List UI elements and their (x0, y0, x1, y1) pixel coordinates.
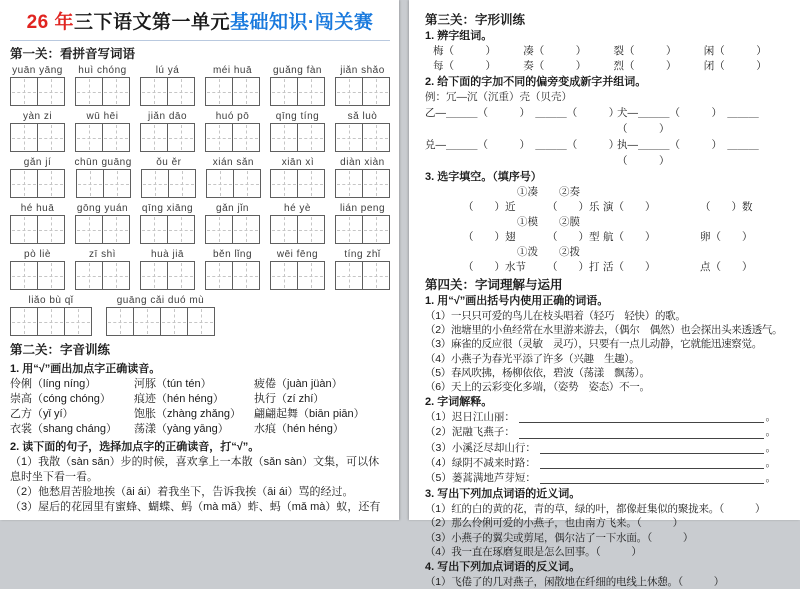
hanzi-cells (335, 77, 390, 106)
hanzi-cells (335, 169, 390, 198)
word-choice-sentences (425, 309, 794, 394)
pronunciation-sentence: （3）屋后的花园里有蜜蜂、蝴蝶、蚂（mà mǎ）蚱、蚂（mǎ mà）蚁，还有 (10, 501, 381, 513)
hanzi-writing-cell (206, 169, 234, 198)
hanzi-writing-cell (106, 307, 134, 336)
hanzi-writing-cell (167, 261, 195, 290)
pinyin-label: diàn xiàn (340, 157, 385, 168)
pinyin-label: běn lǐng (212, 249, 253, 260)
hanzi-writing-cell (64, 307, 92, 336)
hanzi-writing-cell (37, 123, 65, 152)
choice-blank: （ ）近 (463, 201, 516, 213)
character-pair-blank: 梅（ ） (433, 45, 496, 57)
antonym-sentence: （1）飞倦了的几对燕子，闲散地在纤细的电线上休憩。（ ） (425, 576, 725, 589)
character-pair-blank: 奏（ ） (523, 60, 587, 72)
pinyin-word-group (270, 64, 325, 106)
choice-blanks (425, 200, 794, 215)
pinyin-grid (10, 64, 390, 336)
clue-label: （4）绿阴不减来时路： (425, 456, 536, 469)
pinyin-word-group (10, 202, 65, 244)
pinyin-word-group (75, 248, 130, 290)
hanzi-cells (205, 261, 260, 290)
period: 。 (765, 426, 776, 439)
character-pair-blank: 闲（ ） (703, 45, 767, 57)
word-choice-sentence: （4）小燕子为春光平添了许多（兴趣 生趣）。 (425, 352, 640, 365)
hanzi-writing-cell (103, 169, 131, 198)
pinyin-word-group (141, 156, 196, 198)
pinyin-label: huó pō (215, 111, 250, 122)
hanzi-writing-cell (297, 261, 325, 290)
hanzi-cells (335, 123, 390, 152)
hanzi-writing-cell (232, 77, 260, 106)
pinyin-grid-row (10, 294, 390, 336)
hanzi-writing-cell (205, 77, 233, 106)
synonym-sentence: （2）那么伶俐可爱的小燕子，也由南方飞来。（ ） (425, 517, 683, 530)
pronunciation-word: 荡漾（yàng yāng） (134, 423, 229, 435)
pinyin-word-group (270, 248, 325, 290)
pinyin-word-group (10, 248, 65, 290)
pinyin-word-group (270, 156, 325, 198)
pinyin-word-group (75, 110, 130, 152)
title-segment-main: 三下语文第一单元 (74, 12, 231, 33)
answer-blank-line (540, 442, 764, 454)
hanzi-cells (270, 261, 325, 290)
period: 。 (765, 472, 776, 485)
choice-blank: （ ）型 (547, 231, 600, 243)
hanzi-writing-cell (335, 123, 363, 152)
hanzi-cells (140, 77, 195, 106)
choice-blank: （ ）数 (700, 201, 753, 213)
radical-exercise-line: 执—＿＿＿（ ） ＿＿＿（ ） (617, 139, 759, 167)
section-2-question-2: 2. 读下面的句子，选择加点字的正确读音，打“√”。 (10, 441, 260, 453)
hanzi-cells (205, 215, 260, 244)
hanzi-cells (140, 261, 195, 290)
pinyin-word-group (10, 156, 65, 198)
pinyin-label: sǎ luò (347, 111, 378, 122)
hanzi-cells (140, 123, 195, 152)
hanzi-writing-cell (232, 261, 260, 290)
pinyin-label: wū hēi (86, 111, 119, 122)
title-segment-sub: 基础知识·闯关赛 (230, 12, 374, 33)
hanzi-writing-cell (140, 261, 168, 290)
pinyin-label: liǎo bù qǐ (28, 295, 74, 306)
pinyin-word-group (140, 110, 195, 152)
character-pair-grid (425, 44, 794, 74)
clue-label: （1）迟日江山丽： (425, 411, 515, 424)
pinyin-grid-row (10, 248, 390, 290)
pinyin-word-group (140, 202, 195, 244)
pronunciation-sentence: （2）他愁眉苦脸地挨（āi ái）着我坐下，告诉我挨（āi ái）骂的经过。 (10, 486, 354, 498)
character-pair-blank: 闭（ ） (703, 60, 767, 72)
pinyin-label: yàn zi (22, 111, 53, 122)
pinyin-label: huì chóng (78, 65, 127, 76)
section-4-question-3: 3. 写出下列加点词语的近义词。 (425, 488, 581, 501)
synonym-sentence: （3）小燕子的翼尖或剪尾，偶尔沾了一下水面。（ ） (425, 531, 694, 544)
hanzi-writing-cell (10, 123, 38, 152)
worksheet-page-left (0, 0, 399, 520)
hanzi-writing-cell (270, 77, 298, 106)
hanzi-cells (106, 307, 215, 336)
pinyin-word-group (10, 64, 65, 106)
hanzi-writing-cell (167, 215, 195, 244)
pronunciation-word: 饱胀（zhàng zhǎng） (134, 408, 241, 420)
pinyin-label: huà jiā (151, 249, 184, 260)
pinyin-label: gǎn jí (23, 157, 52, 168)
hanzi-writing-cell (10, 169, 38, 198)
choice-blank: 点（ ） (700, 261, 753, 273)
hanzi-writing-cell (233, 169, 261, 198)
hanzi-writing-cell (141, 169, 169, 198)
radical-exercise-grid (425, 105, 794, 169)
hanzi-writing-cell (168, 169, 196, 198)
pronunciation-word: 水痕（hén héng） (254, 423, 344, 435)
pinyin-label: wēi fēng (276, 249, 319, 260)
pronunciation-word: 疲倦（juàn jüàn） (254, 378, 343, 390)
hanzi-cells (270, 215, 325, 244)
answer-blank-line (519, 427, 764, 439)
hanzi-writing-cell (362, 215, 390, 244)
hanzi-writing-cell (75, 215, 103, 244)
word-choice-sentence: （5）春风吹拂，杨柳依依，碧波（荡漾 飘荡）。 (425, 366, 650, 379)
hanzi-writing-cell (205, 123, 233, 152)
pronunciation-word-list (10, 377, 390, 437)
hanzi-writing-cell (297, 123, 325, 152)
pronunciation-word: 痕迹（hén héng） (134, 393, 224, 405)
synonym-sentence: （1）红的白的黄的花，青的草，绿的叶，都像赶集似的聚拢来。（ ） (425, 503, 766, 516)
definition-blank-row (425, 410, 794, 425)
hanzi-writing-cell (187, 307, 215, 336)
hanzi-cells (141, 169, 196, 198)
antonym-sentences (425, 575, 794, 589)
pronunciation-word: 河豚（tún tén） (134, 378, 212, 390)
radical-example: 例：冗—沉（沉重）壳（贝壳） (425, 91, 572, 103)
answer-blank-line (540, 457, 764, 469)
hanzi-writing-cell (102, 123, 130, 152)
pinyin-label: yuān yāng (12, 65, 63, 76)
pinyin-label: qīng tíng (275, 111, 320, 122)
clue-label: （2）泥融飞燕子： (425, 426, 515, 439)
pinyin-label: méi huā (212, 65, 253, 76)
pronunciation-word: 翩翩起舞（biān piān） (254, 408, 365, 420)
hanzi-writing-cell (76, 169, 104, 198)
hanzi-cells (335, 261, 390, 290)
hanzi-writing-cell (335, 77, 363, 106)
hanzi-writing-cell (270, 215, 298, 244)
pinyin-word-group (75, 64, 130, 106)
pinyin-label: jiǎn shǎo (340, 65, 385, 76)
choice-group-3 (425, 245, 794, 275)
pinyin-word-group (10, 110, 65, 152)
section-4-heading: 第四关：字词理解与运用 (425, 278, 563, 292)
hanzi-writing-cell (297, 77, 325, 106)
pinyin-label: guǎng fàn (273, 65, 322, 76)
hanzi-writing-cell (167, 77, 195, 106)
pinyin-label: gōng yuán (76, 203, 129, 214)
hanzi-writing-cell (102, 215, 130, 244)
pronunciation-word: 伶俐（líng níng） (10, 378, 97, 390)
pinyin-word-group (75, 202, 130, 244)
hanzi-cells (270, 123, 325, 152)
choice-blank: （ ）翅 (463, 231, 516, 243)
choice-group-2 (425, 215, 794, 245)
choice-blank: 航（ ） (603, 231, 656, 243)
hanzi-writing-cell (335, 261, 363, 290)
hanzi-cells (140, 215, 195, 244)
hanzi-writing-cell (10, 215, 38, 244)
section-3-heading: 第三关：字形训练 (425, 13, 526, 27)
hanzi-writing-cell (335, 169, 363, 198)
word-choice-sentence: （1）一只只可爱的鸟儿在枝头唱着（轻巧 轻快）的歌。 (425, 310, 686, 322)
hanzi-writing-cell (37, 307, 65, 336)
choice-blank: （ ）水节 (463, 261, 526, 273)
hanzi-writing-cell (75, 123, 103, 152)
hanzi-writing-cell (140, 77, 168, 106)
choice-blanks (425, 230, 794, 245)
hanzi-writing-cell (362, 77, 390, 106)
hanzi-cells (10, 307, 92, 336)
pinyin-word-group (335, 64, 390, 106)
hanzi-writing-cell (10, 77, 38, 106)
pinyin-label: guāng cǎi duó mù (116, 295, 205, 306)
pinyin-word-group (335, 248, 390, 290)
choice-blanks (425, 260, 794, 275)
title-segment-year: 26 年 (26, 12, 75, 33)
hanzi-writing-cell (140, 215, 168, 244)
pinyin-label: zī shì (89, 249, 116, 260)
hanzi-cells (75, 261, 130, 290)
choice-blank: （ ）乐 (547, 201, 600, 213)
choice-options: ①泼 ②拨 (517, 246, 580, 258)
section-1-heading: 第一关：看拼音写词语 (10, 47, 136, 61)
worksheet-page-right (409, 0, 800, 589)
period: 。 (765, 441, 776, 454)
period: 。 (765, 456, 776, 469)
definition-blank-row (425, 471, 794, 486)
pinyin-label: tíng zhǐ (344, 249, 381, 260)
hanzi-writing-cell (37, 215, 65, 244)
hanzi-cells (10, 261, 65, 290)
hanzi-writing-cell (133, 307, 161, 336)
hanzi-writing-cell (205, 215, 233, 244)
document-title (10, 4, 390, 41)
hanzi-cells (205, 123, 260, 152)
answer-blank-line (519, 411, 764, 423)
pronunciation-sentences (10, 455, 390, 515)
pinyin-label: xiān xì (281, 157, 315, 168)
section-2-question-1: 1. 用“√”画出加点字正确读音。 (10, 363, 161, 375)
pinyin-label: pò liè (24, 249, 51, 260)
pinyin-word-group (205, 202, 260, 244)
character-pair-blank: 凑（ ） (523, 45, 587, 57)
pinyin-word-group (270, 110, 325, 152)
pinyin-label: lián peng (339, 203, 386, 214)
character-pair-blank: 烈（ ） (613, 60, 677, 72)
synonym-sentence: （4）我一直在琢磨复眼是怎么回事。（ ） (425, 545, 642, 558)
hanzi-writing-cell (335, 215, 363, 244)
hanzi-cells (10, 215, 65, 244)
section-3-question-3: 3. 选字填空。（填序号） (425, 171, 542, 183)
definition-blanks (425, 410, 794, 486)
section-3-question-1: 1. 辨字组词。 (425, 30, 493, 42)
pinyin-word-group (205, 110, 260, 152)
pinyin-label: chūn guāng (74, 157, 132, 168)
hanzi-cells (270, 77, 325, 106)
pronunciation-word: 乙方（yǐ yí） (10, 408, 74, 420)
pinyin-grid-row (10, 202, 390, 244)
hanzi-writing-cell (362, 123, 390, 152)
pinyin-word-group (206, 156, 261, 198)
pinyin-grid-row (10, 64, 390, 106)
pinyin-word-group (205, 64, 260, 106)
pinyin-word-group (335, 110, 390, 152)
hanzi-cells (76, 169, 131, 198)
word-choice-sentence: （2）池塘里的小鱼经常在水里游来游去，（偶尔 偶然）也会探出头来透透气。 (425, 324, 783, 337)
pinyin-word-group (335, 156, 390, 198)
hanzi-cells (206, 169, 261, 198)
section-2-heading: 第二关：字音训练 (10, 343, 111, 357)
definition-blank-row (425, 456, 794, 471)
radical-exercise-line: 乙—＿＿＿（ ） ＿＿＿（ ） (425, 107, 620, 119)
pinyin-label: hé huā (20, 203, 55, 214)
choice-blank: 演（ ） (603, 201, 656, 213)
definition-blank-row (425, 441, 794, 456)
pinyin-word-group (270, 202, 325, 244)
pronunciation-word: 执行（zí zhí） (254, 393, 325, 405)
pronunciation-sentence: （1）我散（sàn sǎn）步的时候，喜欢拿上一本散（sǎn sàn）文集，可以休息时坐下看一看。 (10, 456, 380, 483)
hanzi-writing-cell (167, 123, 195, 152)
hanzi-writing-cell (297, 215, 325, 244)
hanzi-cells (10, 77, 65, 106)
pinyin-label: qīng xiāng (141, 203, 194, 214)
hanzi-writing-cell (232, 215, 260, 244)
choice-blank: （ ）打 (547, 261, 600, 273)
hanzi-writing-cell (140, 123, 168, 152)
pinyin-label: hé yè (284, 203, 311, 214)
definition-blank-row (425, 425, 794, 440)
hanzi-writing-cell (75, 261, 103, 290)
clue-label: （5）蒌蒿满地芦芽短： (425, 472, 536, 485)
pinyin-word-group (140, 248, 195, 290)
hanzi-writing-cell (270, 261, 298, 290)
pinyin-grid-row (10, 110, 390, 152)
hanzi-writing-cell (160, 307, 188, 336)
hanzi-writing-cell (102, 261, 130, 290)
hanzi-writing-cell (10, 307, 38, 336)
choice-blank: 活（ ） (603, 261, 656, 273)
hanzi-writing-cell (75, 77, 103, 106)
pinyin-word-group (75, 156, 132, 198)
hanzi-writing-cell (362, 169, 390, 198)
pinyin-label: jiǎn dāo (147, 111, 188, 122)
pinyin-word-group (335, 202, 390, 244)
word-choice-sentence: （6）天上的云彩变化多端，（姿势 姿态）不一。 (425, 381, 650, 394)
pronunciation-word: 衣裳（shang cháng） (10, 423, 117, 435)
hanzi-writing-cell (270, 123, 298, 152)
choice-group-1 (425, 185, 794, 215)
pinyin-word-group (140, 64, 195, 106)
hanzi-cells (205, 77, 260, 106)
pinyin-grid-row (10, 156, 390, 198)
word-choice-sentence: （3）麻雀的反应很（灵敏 灵巧），只要有一点儿动静，它就能迅速察觉。 (425, 338, 762, 351)
period: 。 (765, 411, 776, 424)
pronunciation-word: 崇高（cóng chóng） (10, 393, 111, 405)
pinyin-label: xián sǎn (212, 157, 254, 168)
character-pair-blank: 裂（ ） (613, 45, 677, 57)
pinyin-label: lú yá (155, 65, 180, 76)
pinyin-word-group (10, 294, 92, 336)
hanzi-writing-cell (270, 169, 298, 198)
hanzi-writing-cell (102, 77, 130, 106)
hanzi-writing-cell (10, 261, 38, 290)
answer-blank-line (540, 472, 764, 484)
hanzi-cells (75, 77, 130, 106)
hanzi-writing-cell (362, 261, 390, 290)
section-4-question-1: 1. 用“√”画出括号内使用正确的词语。 (425, 295, 609, 307)
choice-blank: 卵（ ） (700, 231, 753, 243)
choice-options: ①模 ②膜 (517, 216, 580, 228)
hanzi-writing-cell (232, 123, 260, 152)
hanzi-cells (75, 215, 130, 244)
clue-label: （3）小溪泛尽却山行： (425, 441, 536, 454)
hanzi-writing-cell (297, 169, 325, 198)
hanzi-writing-cell (205, 261, 233, 290)
section-4-question-4: 4. 写出下列加点词语的反义词。 (425, 561, 581, 574)
hanzi-cells (270, 169, 325, 198)
pinyin-word-group (205, 248, 260, 290)
choice-options: ①凑 ②奏 (517, 186, 580, 198)
radical-exercise-line: 犬—＿＿＿（ ） ＿＿＿（ ） (617, 107, 759, 135)
hanzi-cells (10, 169, 65, 198)
hanzi-cells (335, 215, 390, 244)
hanzi-writing-cell (37, 77, 65, 106)
hanzi-writing-cell (37, 261, 65, 290)
character-pair-blank: 每（ ） (433, 60, 496, 72)
pinyin-label: ǒu ěr (156, 157, 182, 168)
pinyin-word-group (106, 294, 215, 336)
hanzi-cells (75, 123, 130, 152)
hanzi-cells (10, 123, 65, 152)
synonym-sentences (425, 502, 794, 559)
hanzi-writing-cell (37, 169, 65, 198)
section-4-question-2: 2. 字词解释。 (425, 396, 493, 409)
pinyin-label: gǎn jǐn (216, 203, 249, 214)
section-3-question-2: 2. 给下面的字加不同的偏旁变成新字并组词。 (425, 76, 647, 88)
radical-exercise-line: 兑—＿＿＿（ ） ＿＿＿（ ） (425, 139, 620, 151)
